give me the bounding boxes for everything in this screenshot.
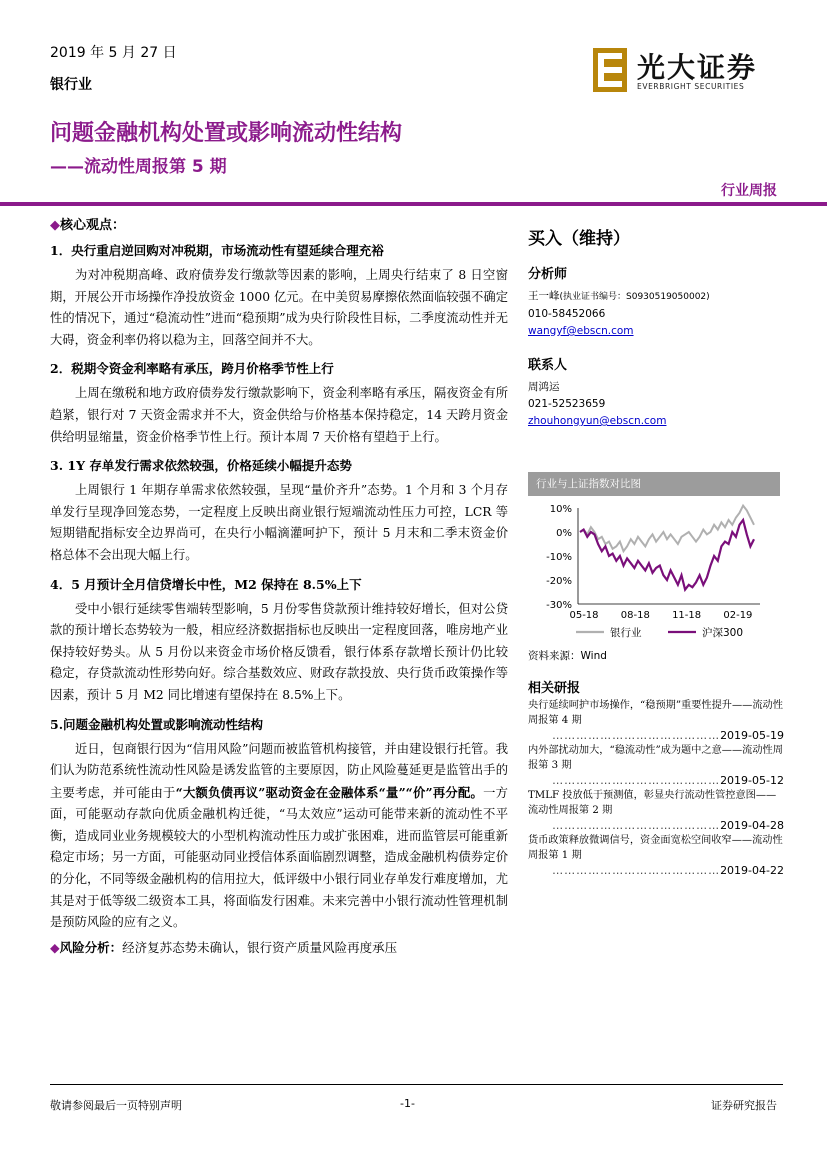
research-item-date: 2019-05-19: [720, 729, 784, 742]
section-1-title: 1．央行重启逆回购对冲税期，市场流动性有望延续合理充裕: [50, 243, 384, 258]
research-item[interactable]: 央行延续呵护市场操作，“稳预期”重要性提升——流动性周报第 4 期: [528, 700, 783, 726]
y-tick-label: -30%: [546, 600, 572, 611]
chart-source: 资料来源：Wind: [528, 650, 607, 662]
x-tick-label: 11-18: [672, 610, 702, 621]
footer-disclaimer: 敬请参阅最后一页特别声明: [50, 1099, 182, 1112]
section-3-title: 3. 1Y 存单发行需求依然较强，价格延续小幅提升态势: [50, 458, 352, 474]
page-number: -1-: [400, 1097, 415, 1110]
y-tick-label: -20%: [546, 576, 572, 587]
risk-text: 经济复苏态势未确认，银行资产质量风险再度承压: [122, 939, 398, 955]
contact-phone: 021-52523659: [528, 398, 606, 410]
section-5-text-bold: “大额负债再议”驱动资金在金融体系“量”“价”再分配。: [175, 784, 484, 800]
logo-en-text: EVERBRIGHT SECURITIES: [637, 82, 745, 91]
industry-label: 银行业: [50, 77, 92, 93]
core-heading: [50, 214, 508, 233]
risk-label: 风险分析：: [59, 939, 123, 955]
leader-dots: ……………………………………: [552, 774, 721, 787]
y-tick-label: -10%: [546, 552, 572, 563]
section-1-body: 为对冲税期高峰、政府债券发行缴款等因素的影响，上周央行结束了 8 日空窗期，开展公开市场操作净投放资金 1000 亿元。在中美贸易摩擦依然面临较强不确定性的情况下，通过“稳流动性”进而“稳预期”成为央行阶段性目标，二季度流动性并无大碍，资金利率仍将以稳为主，回落空间并不大。: [50, 268, 508, 347]
analyst-email-link[interactable]: wangyf@ebscn.com: [528, 325, 634, 337]
comparison-chart: [528, 472, 780, 663]
analyst-heading: 分析师: [528, 267, 568, 282]
report-subtitle: ——流动性周报第 5 期: [50, 157, 227, 177]
related-research-heading: 相关研报: [528, 681, 581, 696]
line-chart: [528, 496, 780, 646]
section-3-body: 上周银行 1 年期存单需求依然较强，呈现“量价齐升”态势。1 个月和 3 个月存单发行呈现净回笼态势，一定程度上反映出商业银行短端流动性压力可控，LCR 等短期错配指标安全边界尚可，在央行小幅滴灌呵护下，预计 5 月末和二季末资金价格总体不会出现大幅上行。: [50, 483, 508, 562]
analyst-cert: (执业证书编号：S0930519050002): [559, 292, 710, 302]
research-item[interactable]: 内外部扰动加大，“稳流动性”成为题中之意——流动性周报第 3 期: [528, 745, 783, 771]
research-item-date-line: [528, 728, 784, 743]
contact-name: 周鸿运: [528, 381, 560, 393]
header-divider: [0, 202, 827, 206]
contact-heading: 联系人: [528, 358, 568, 373]
main-column: [50, 214, 508, 956]
report-date: 2019 年 5 月 27 日: [50, 45, 177, 61]
research-item-date: 2019-04-22: [720, 864, 784, 877]
leader-dots: ……………………………………: [552, 729, 721, 742]
footer-report-type: 证券研究报告: [711, 1099, 777, 1112]
leader-dots: ……………………………………: [552, 819, 721, 832]
section-4-title: 4．5 月预计全月信贷增长中性，M2 保持在 8.5%上下: [50, 576, 362, 592]
section-2-title: 2．税期令资金利率略有承压，跨月价格季节性上行: [50, 361, 334, 377]
y-tick-label: 10%: [549, 504, 572, 515]
contact-email-link[interactable]: zhouhongyun@ebscn.com: [528, 415, 667, 427]
legend-label: 沪深300: [702, 627, 744, 639]
report-title: 问题金融机构处置或影响流动性结构: [50, 121, 403, 146]
analyst-name-line: [528, 288, 784, 306]
research-item[interactable]: TMLF 投放低于预测值，彰显央行流动性管控意图——流动性周报第 2 期: [528, 790, 777, 816]
company-logo: [593, 44, 783, 96]
report-type: 行业周报: [721, 183, 777, 199]
section-4-body: 受中小银行延续零售端转型影响，5 月份零售贷款预计维持较好增长，但对公贷款的预计增长态势较为一般，相应经济数据指标也反映出一定程度回落，唯房地产业保持较好势头。从 5 月份以来资金市场价格反馈看，银行体系存款增长预计仍比较稳定，存贷款流动性形势向好。综合基数效应、财政存款投放、央行货币政策操作等因素，预计 5 月 M2 同比增速有望保持在 8.5%上下。: [50, 601, 508, 702]
related-research-list: [528, 698, 784, 878]
research-item[interactable]: 货币政策释放微调信号，资金面宽松空间收窄——流动性周报第 1 期: [528, 835, 783, 861]
y-tick-label: 0%: [556, 528, 572, 539]
core-label: 核心观点：: [60, 218, 126, 233]
diamond-icon: ◆: [50, 218, 60, 233]
research-item-date-line: [528, 773, 784, 788]
analyst-name: 王一峰: [528, 290, 560, 302]
side-column: [528, 214, 784, 878]
risk-analysis: [50, 938, 508, 956]
chart-title: 行业与上证指数对比图: [528, 472, 780, 496]
logo-cn-text: 光大证券: [637, 51, 758, 84]
footer-divider: [50, 1084, 783, 1085]
diamond-icon: ◆: [50, 939, 60, 955]
research-item-date: 2019-05-12: [720, 774, 784, 787]
analyst-phone: 010-58452066: [528, 308, 606, 320]
x-tick-label: 02-19: [723, 610, 753, 621]
x-tick-label: 08-18: [620, 610, 650, 621]
research-item-date-line: [528, 818, 784, 833]
leader-dots: ……………………………………: [552, 864, 721, 877]
section-5-body: [50, 739, 508, 934]
legend-label: 银行业: [610, 627, 642, 639]
section-5-text-a: 近日，包商银行因为“信用风险”问题而被监管机构接管，并由建设银行托管。我们认为防范系统性流动性风险是诱发监管的主要原因，防止风险蔓延更是监管出手的主要考虑，并可能由于: [50, 741, 508, 800]
section-2-body: 上周在缴税和地方政府债券发行缴款影响下，资金利率略有承压，隔夜资金有所趋紧，银行对 7 天资金需求并不大，资金供给与价格基本保持稳定，14 天跨月资金供给明显缩量，资金价格季节性上行。预计本周 7 天价格有望趋于上行。: [50, 386, 508, 444]
section-5-title: 5.问题金融机构处置或影响流动性结构: [50, 716, 264, 732]
research-item-date-line: [528, 863, 784, 878]
x-tick-label: 05-18: [569, 610, 599, 621]
rating: 买入（维持）: [528, 229, 630, 249]
series-line-1: [580, 520, 754, 590]
section-5-text-b: 一方面，可能驱动存款向优质金融机构迁徙，“马太效应”运动可能带来新的流动性不平衡，造成同业业务规模较大的小型机构流动性压力或扩张困难，进而监管层可能重新稳定市场；另一方面，可能驱动同业授信体系面临剧烈调整，造成金融机构债券定价的分化，不同等级金融机构的信用拉大，低评级中小银行同业存单发行难度增加，尤其是对于低等级二级资本工具，将面临发行困难。未来完善中小银行流动性管理机制是预防风险的应有之义。: [50, 785, 508, 930]
research-item-date: 2019-04-28: [720, 819, 784, 832]
logo-mark-icon: [593, 48, 627, 92]
